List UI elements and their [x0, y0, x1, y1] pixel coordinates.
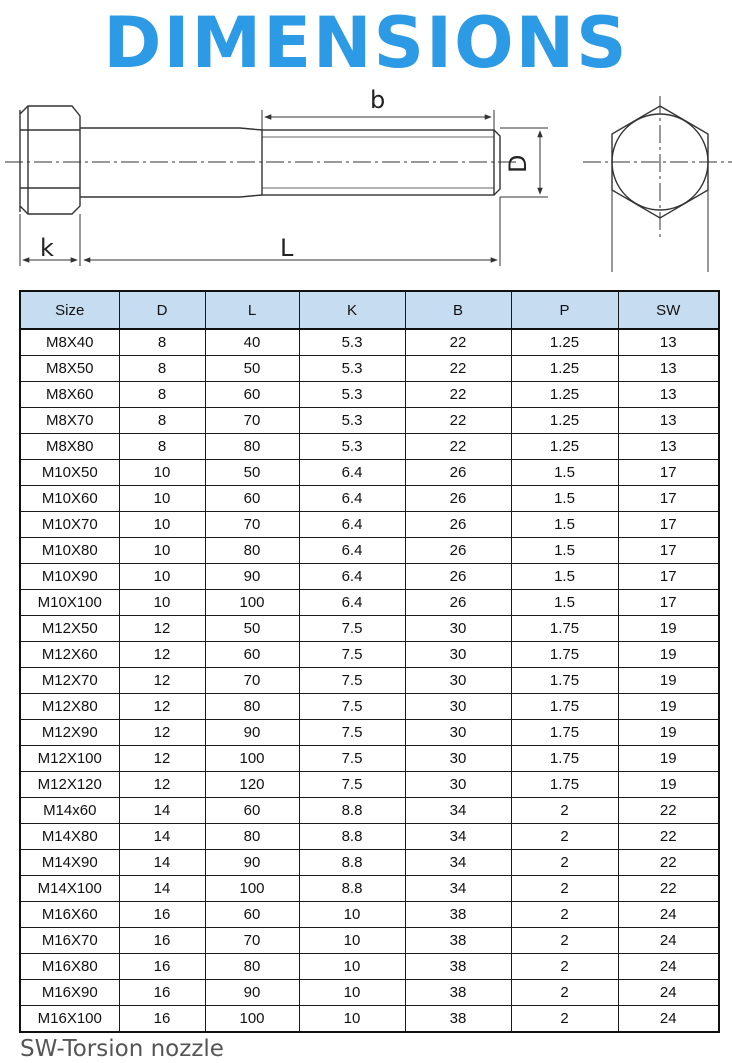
- table-cell: 60: [205, 798, 299, 824]
- page-title: DIMENSIONS: [103, 2, 629, 84]
- table-row: [20, 356, 719, 382]
- table-cell: 8: [119, 434, 205, 460]
- table-cell: M8X50: [20, 356, 119, 382]
- table-cell: 26: [405, 486, 511, 512]
- table-cell: 2: [511, 980, 618, 1006]
- table-cell: 90: [205, 564, 299, 590]
- table-cell: 1.5: [511, 590, 618, 616]
- table-cell: 12: [119, 694, 205, 720]
- table-cell: 10: [299, 902, 405, 928]
- table-cell: M12X120: [20, 772, 119, 798]
- table-cell: 38: [405, 902, 511, 928]
- table-cell: 1.25: [511, 329, 618, 356]
- table-row: [20, 642, 719, 668]
- table-row: [20, 512, 719, 538]
- table-cell: 10: [119, 564, 205, 590]
- table-cell: 1.25: [511, 434, 618, 460]
- col-header-k: K: [299, 291, 405, 329]
- table-cell: 19: [618, 616, 719, 642]
- table-cell: 80: [205, 434, 299, 460]
- table-cell: 8.8: [299, 850, 405, 876]
- table-cell: 7.5: [299, 642, 405, 668]
- table-cell: 8.8: [299, 824, 405, 850]
- table-cell: M10X50: [20, 460, 119, 486]
- table-cell: 5.3: [299, 408, 405, 434]
- table-cell: 17: [618, 460, 719, 486]
- table-cell: 90: [205, 720, 299, 746]
- table-cell: 1.75: [511, 772, 618, 798]
- table-row: [20, 694, 719, 720]
- table-cell: 22: [405, 434, 511, 460]
- table-cell: 1.75: [511, 616, 618, 642]
- table-cell: M14X100: [20, 876, 119, 902]
- table-cell: 80: [205, 538, 299, 564]
- table-cell: 7.5: [299, 668, 405, 694]
- bolt-dimension-drawing: [0, 80, 732, 285]
- table-cell: 26: [405, 590, 511, 616]
- table-cell: 1.25: [511, 382, 618, 408]
- table-row: [20, 850, 719, 876]
- table-cell: 2: [511, 928, 618, 954]
- table-cell: M12X70: [20, 668, 119, 694]
- label-k: k: [40, 234, 54, 262]
- table-row: [20, 486, 719, 512]
- table-cell: 24: [618, 928, 719, 954]
- table-row: [20, 564, 719, 590]
- table-cell: 16: [119, 928, 205, 954]
- table-cell: 90: [205, 980, 299, 1006]
- table-header-row: [20, 291, 719, 329]
- table-row: [20, 824, 719, 850]
- table-cell: 26: [405, 538, 511, 564]
- table-cell: M12X50: [20, 616, 119, 642]
- table-cell: 100: [205, 1006, 299, 1033]
- table-cell: 1.5: [511, 512, 618, 538]
- table-cell: 7.5: [299, 694, 405, 720]
- table-cell: 22: [405, 408, 511, 434]
- table-cell: M12X100: [20, 746, 119, 772]
- table-cell: 8: [119, 408, 205, 434]
- table-cell: 34: [405, 850, 511, 876]
- table-cell: 34: [405, 876, 511, 902]
- table-cell: 1.75: [511, 746, 618, 772]
- table-cell: 60: [205, 902, 299, 928]
- table-cell: 14: [119, 850, 205, 876]
- table-cell: 100: [205, 876, 299, 902]
- table-cell: 16: [119, 954, 205, 980]
- table-row: [20, 772, 719, 798]
- table-cell: 1.25: [511, 356, 618, 382]
- table-row: [20, 382, 719, 408]
- table-cell: 5.3: [299, 329, 405, 356]
- table-cell: 60: [205, 486, 299, 512]
- table-cell: 24: [618, 1006, 719, 1033]
- table-cell: 1.5: [511, 486, 618, 512]
- table-row: [20, 460, 719, 486]
- table-cell: 7.5: [299, 772, 405, 798]
- table-cell: 50: [205, 356, 299, 382]
- table-cell: 6.4: [299, 460, 405, 486]
- table-cell: 120: [205, 772, 299, 798]
- table-cell: 12: [119, 642, 205, 668]
- table-cell: 80: [205, 694, 299, 720]
- table-cell: 38: [405, 980, 511, 1006]
- table-cell: 5.3: [299, 356, 405, 382]
- table-row: [20, 798, 719, 824]
- col-header-size: Size: [20, 291, 119, 329]
- table-cell: 60: [205, 642, 299, 668]
- table-cell: 10: [119, 512, 205, 538]
- col-header-p: P: [511, 291, 618, 329]
- label-b: b: [370, 86, 386, 114]
- table-cell: 60: [205, 382, 299, 408]
- table-cell: 22: [405, 382, 511, 408]
- table-row: [20, 329, 719, 356]
- table-cell: 10: [119, 590, 205, 616]
- table-cell: 2: [511, 1006, 618, 1033]
- table-cell: 1.75: [511, 668, 618, 694]
- table-row: [20, 408, 719, 434]
- table-cell: 1.75: [511, 694, 618, 720]
- table-cell: 10: [119, 538, 205, 564]
- table-cell: 38: [405, 928, 511, 954]
- table-cell: 5.3: [299, 434, 405, 460]
- table-cell: 1.75: [511, 720, 618, 746]
- table-cell: 100: [205, 590, 299, 616]
- table-cell: 13: [618, 408, 719, 434]
- table-cell: 34: [405, 824, 511, 850]
- table-cell: M12X60: [20, 642, 119, 668]
- table-cell: 40: [205, 329, 299, 356]
- table-cell: 6.4: [299, 486, 405, 512]
- table-cell: 13: [618, 382, 719, 408]
- table-cell: 14: [119, 824, 205, 850]
- table-cell: 8: [119, 329, 205, 356]
- table-cell: 90: [205, 850, 299, 876]
- table-cell: 24: [618, 902, 719, 928]
- table-cell: 30: [405, 642, 511, 668]
- table-cell: 6.4: [299, 512, 405, 538]
- table-cell: 10: [299, 928, 405, 954]
- table-cell: 17: [618, 538, 719, 564]
- table-row: [20, 1006, 719, 1033]
- table-cell: 38: [405, 1006, 511, 1033]
- table-cell: 26: [405, 564, 511, 590]
- table-row: [20, 876, 719, 902]
- table-cell: M10X100: [20, 590, 119, 616]
- table-cell: 22: [405, 329, 511, 356]
- table-cell: 2: [511, 902, 618, 928]
- table-cell: M14X80: [20, 824, 119, 850]
- table-cell: 17: [618, 486, 719, 512]
- table-cell: 16: [119, 1006, 205, 1033]
- table-row: [20, 616, 719, 642]
- dimensions-table: [19, 290, 720, 1033]
- table-cell: 12: [119, 746, 205, 772]
- table-cell: 2: [511, 954, 618, 980]
- table-row: [20, 720, 719, 746]
- table-cell: 17: [618, 512, 719, 538]
- table-cell: 10: [119, 460, 205, 486]
- table-cell: 30: [405, 772, 511, 798]
- table-row: [20, 746, 719, 772]
- table-cell: M16X80: [20, 954, 119, 980]
- table-cell: 70: [205, 668, 299, 694]
- table-cell: 26: [405, 512, 511, 538]
- table-cell: 2: [511, 824, 618, 850]
- table-cell: 30: [405, 746, 511, 772]
- table-cell: M16X100: [20, 1006, 119, 1033]
- table-cell: 26: [405, 460, 511, 486]
- table-cell: 22: [405, 356, 511, 382]
- table-cell: 5.3: [299, 382, 405, 408]
- table-cell: 7.5: [299, 746, 405, 772]
- table-cell: 17: [618, 564, 719, 590]
- table-cell: M8X80: [20, 434, 119, 460]
- table-cell: 22: [618, 798, 719, 824]
- table-row: [20, 928, 719, 954]
- table-row: [20, 668, 719, 694]
- table-cell: 22: [618, 876, 719, 902]
- table-cell: 70: [205, 408, 299, 434]
- table-cell: 80: [205, 954, 299, 980]
- table-row: [20, 590, 719, 616]
- table-cell: 12: [119, 668, 205, 694]
- table-cell: 30: [405, 668, 511, 694]
- col-header-b: B: [405, 291, 511, 329]
- table-row: [20, 980, 719, 1006]
- table-cell: M16X70: [20, 928, 119, 954]
- table-cell: 38: [405, 954, 511, 980]
- table-cell: 6.4: [299, 590, 405, 616]
- table-cell: 34: [405, 798, 511, 824]
- table-cell: 7.5: [299, 616, 405, 642]
- table-cell: 10: [299, 1006, 405, 1033]
- table-cell: 22: [618, 824, 719, 850]
- footer-note: SW-Torsion nozzle: [20, 1036, 224, 1062]
- table-cell: 16: [119, 902, 205, 928]
- table-cell: M16X90: [20, 980, 119, 1006]
- table-cell: 8: [119, 356, 205, 382]
- table-cell: 8.8: [299, 798, 405, 824]
- table-cell: M14x60: [20, 798, 119, 824]
- table-cell: M8X40: [20, 329, 119, 356]
- table-cell: 19: [618, 746, 719, 772]
- table-cell: M8X60: [20, 382, 119, 408]
- table-cell: 19: [618, 642, 719, 668]
- table-cell: 16: [119, 980, 205, 1006]
- table-cell: 10: [299, 954, 405, 980]
- table-cell: 13: [618, 329, 719, 356]
- table-cell: 19: [618, 720, 719, 746]
- table-cell: 30: [405, 616, 511, 642]
- table-row: [20, 434, 719, 460]
- label-l: L: [280, 234, 294, 262]
- table-row: [20, 954, 719, 980]
- table-cell: 12: [119, 720, 205, 746]
- table-cell: 7.5: [299, 720, 405, 746]
- table-cell: 50: [205, 460, 299, 486]
- table-cell: M8X70: [20, 408, 119, 434]
- table-cell: M14X90: [20, 850, 119, 876]
- table-cell: 2: [511, 876, 618, 902]
- table-cell: 19: [618, 668, 719, 694]
- table-row: [20, 902, 719, 928]
- table-cell: 80: [205, 824, 299, 850]
- table-cell: 1.5: [511, 460, 618, 486]
- table-cell: 14: [119, 798, 205, 824]
- col-header-sw: SW: [618, 291, 719, 329]
- table-cell: M10X60: [20, 486, 119, 512]
- table-cell: M10X70: [20, 512, 119, 538]
- table-cell: 19: [618, 772, 719, 798]
- table-cell: 19: [618, 694, 719, 720]
- table-cell: M10X80: [20, 538, 119, 564]
- table-cell: 70: [205, 512, 299, 538]
- table-cell: M16X60: [20, 902, 119, 928]
- col-header-d: D: [119, 291, 205, 329]
- table-cell: 13: [618, 434, 719, 460]
- table-cell: 22: [618, 850, 719, 876]
- table-cell: M12X90: [20, 720, 119, 746]
- label-d: D: [504, 154, 532, 173]
- table-cell: 10: [299, 980, 405, 1006]
- table-cell: 30: [405, 694, 511, 720]
- table-cell: 2: [511, 850, 618, 876]
- table-cell: 13: [618, 356, 719, 382]
- table-cell: 1.75: [511, 642, 618, 668]
- table-cell: M10X90: [20, 564, 119, 590]
- table-cell: 2: [511, 798, 618, 824]
- table-cell: 100: [205, 746, 299, 772]
- table-cell: 17: [618, 590, 719, 616]
- table-cell: 8.8: [299, 876, 405, 902]
- table-cell: 12: [119, 616, 205, 642]
- table-cell: 1.5: [511, 564, 618, 590]
- col-header-l: L: [205, 291, 299, 329]
- table-cell: 30: [405, 720, 511, 746]
- table-cell: M12X80: [20, 694, 119, 720]
- table-cell: 70: [205, 928, 299, 954]
- table-cell: 6.4: [299, 564, 405, 590]
- table-cell: 8: [119, 382, 205, 408]
- table-cell: 24: [618, 980, 719, 1006]
- table-cell: 1.5: [511, 538, 618, 564]
- table-cell: 12: [119, 772, 205, 798]
- table-cell: 6.4: [299, 538, 405, 564]
- table-cell: 10: [119, 486, 205, 512]
- table-row: [20, 538, 719, 564]
- table-cell: 50: [205, 616, 299, 642]
- table-cell: 14: [119, 876, 205, 902]
- table-cell: 24: [618, 954, 719, 980]
- table-cell: 1.25: [511, 408, 618, 434]
